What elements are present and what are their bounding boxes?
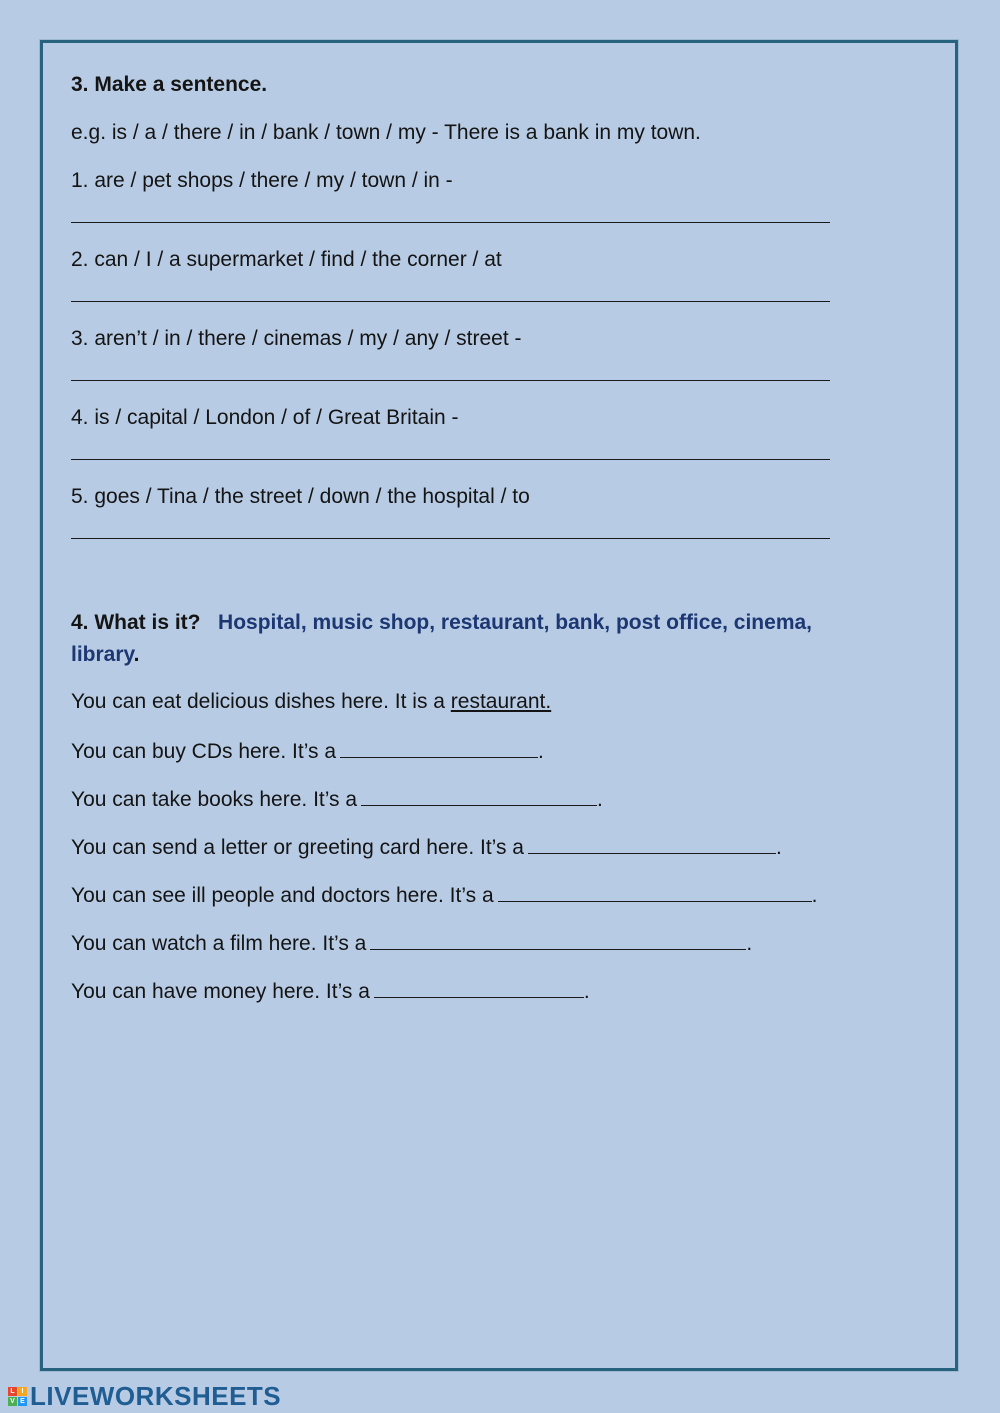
answer-line-4[interactable] bbox=[71, 459, 830, 460]
section4-item-6 bbox=[71, 977, 590, 1005]
answer-blank-6[interactable] bbox=[374, 977, 584, 998]
section4-heading: 4. What is it? bbox=[71, 611, 201, 634]
logo-mark-icon: L I V E bbox=[8, 1387, 27, 1406]
item-text: You can send a letter or greeting card here. It’s a bbox=[71, 836, 524, 859]
answer-blank-1[interactable] bbox=[340, 737, 538, 758]
item-period: . bbox=[775, 836, 782, 859]
item-text: You can buy CDs here. It’s a bbox=[71, 740, 336, 763]
section4-example bbox=[71, 689, 551, 715]
item-text: You can have money here. It’s a bbox=[71, 980, 370, 1003]
item-period: . bbox=[583, 980, 590, 1003]
answer-blank-2[interactable] bbox=[361, 785, 597, 806]
section4-item-4 bbox=[71, 881, 817, 909]
example-answer: restaurant. bbox=[450, 690, 552, 713]
logo-text: LIVEWORKSHEETS bbox=[30, 1380, 282, 1411]
answer-line-1[interactable] bbox=[71, 222, 830, 223]
word-bank-line-2: library bbox=[71, 643, 134, 666]
item-period: . bbox=[538, 740, 544, 763]
item-text: You can see ill people and doctors here. It’s a bbox=[71, 884, 494, 907]
section3-item-2: 2. can / I / a supermarket / find / the corner / at bbox=[71, 248, 502, 271]
section4-item-3 bbox=[71, 833, 782, 861]
item-period: . bbox=[811, 884, 818, 907]
section3-heading: 3. Make a sentence. bbox=[71, 73, 268, 96]
section3-item-3: 3. aren’t / in / there / cinemas / my / any / street - bbox=[71, 327, 522, 350]
section3-item-4: 4. is / capital / London / of / Great Britain - bbox=[71, 406, 459, 429]
answer-blank-4[interactable] bbox=[498, 881, 812, 902]
item-period: . bbox=[597, 788, 603, 811]
section4-item-5 bbox=[71, 929, 752, 957]
word-bank-end: . bbox=[133, 643, 140, 666]
item-text: You can watch a film here. It’s a bbox=[71, 932, 367, 955]
answer-blank-3[interactable] bbox=[528, 833, 776, 854]
section4-heading-line bbox=[71, 610, 812, 636]
section4-item-1 bbox=[71, 737, 544, 765]
example-text: You can eat delicious dishes here. It is a bbox=[71, 690, 451, 713]
item-text: You can take books here. It’s a bbox=[71, 788, 358, 811]
section3-item-5: 5. goes / Tina / the street / down / the hospital / to bbox=[71, 485, 530, 508]
answer-line-3[interactable] bbox=[71, 380, 830, 381]
answer-line-2[interactable] bbox=[71, 301, 830, 302]
section4-item-2 bbox=[71, 785, 603, 813]
item-period: . bbox=[746, 932, 753, 955]
answer-blank-5[interactable] bbox=[370, 929, 746, 950]
section3-item-1: 1. are / pet shops / there / my / town / in - bbox=[71, 169, 453, 192]
word-bank-line-1: Hospital, music shop, restaurant, bank, post office, cinema, bbox=[218, 611, 812, 634]
section4-word-bank-line-2 bbox=[71, 642, 140, 668]
liveworksheets-logo[interactable] bbox=[8, 1382, 281, 1410]
section3-example: e.g. is / a / there / in / bank / town / my - There is a bank in my town. bbox=[71, 121, 701, 144]
answer-line-5[interactable] bbox=[71, 538, 830, 539]
